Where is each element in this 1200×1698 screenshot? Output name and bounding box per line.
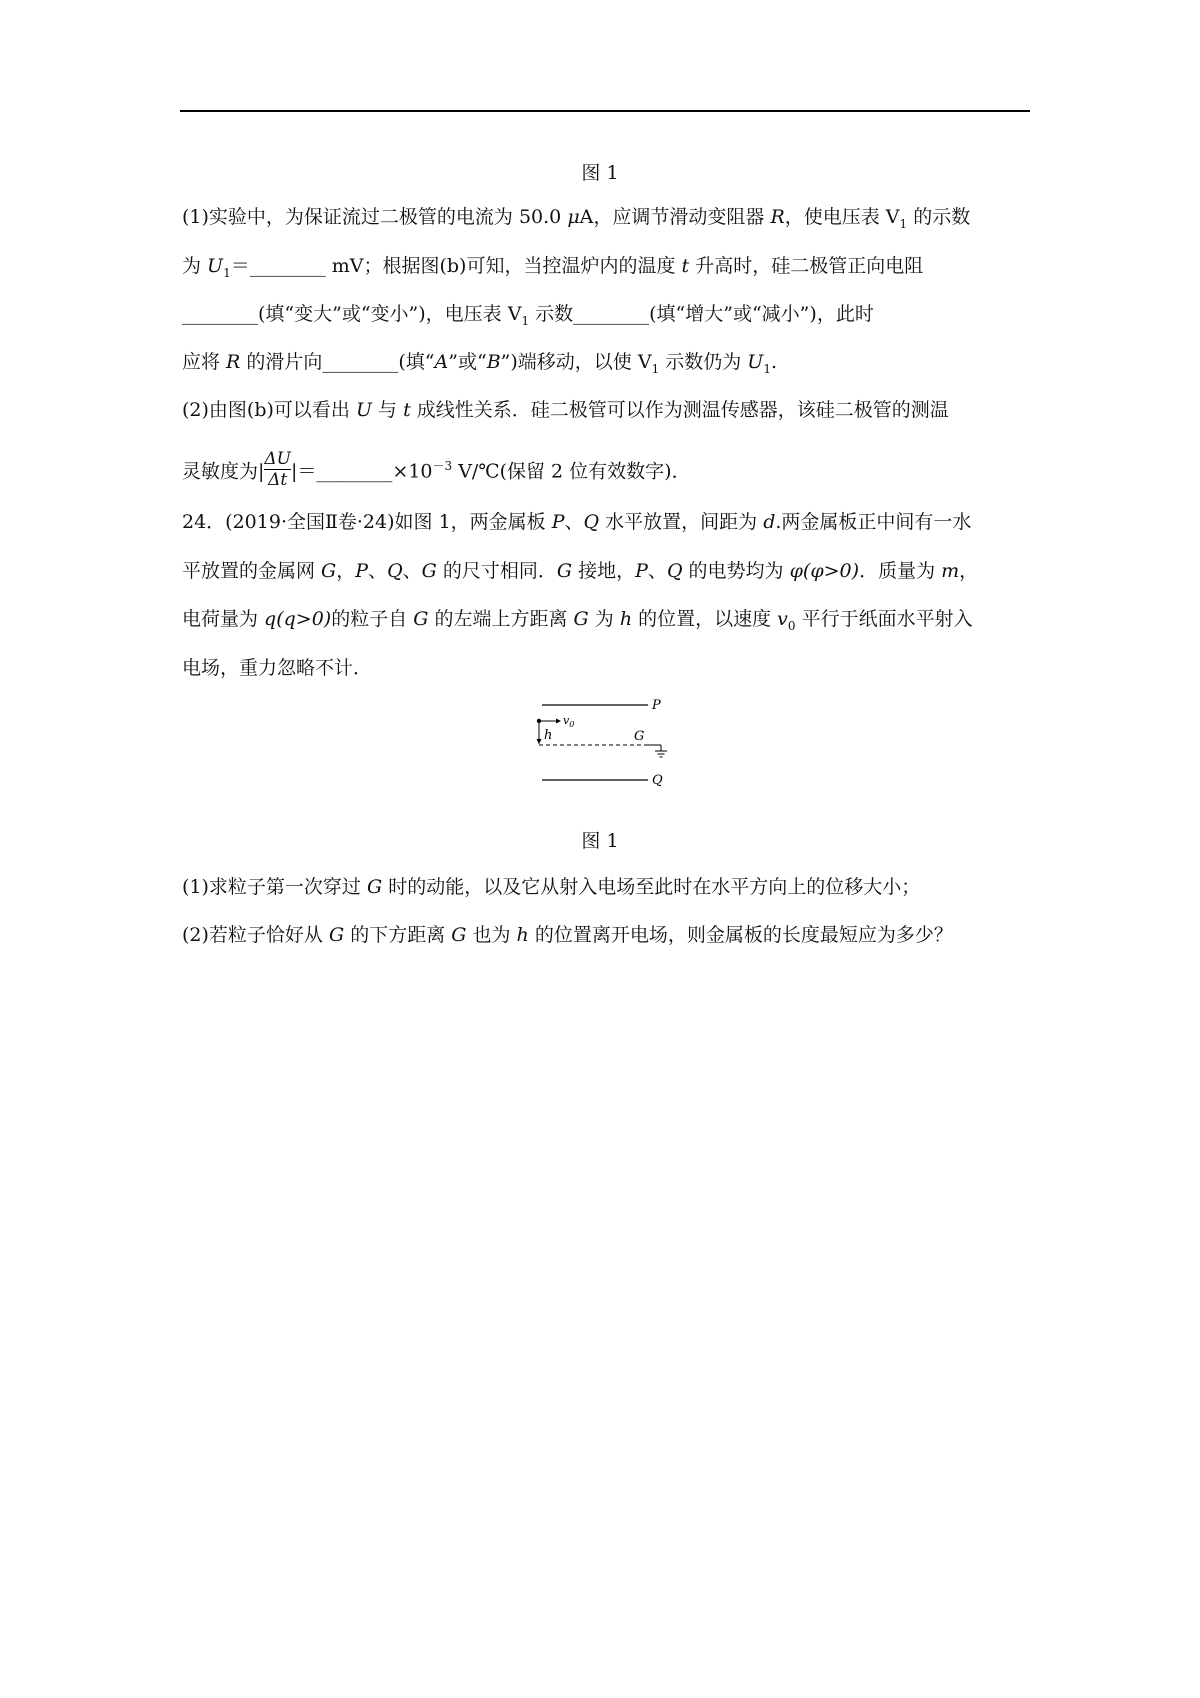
p24-line-2: 平放置的金属网 G，P、Q、G 的尺寸相同．G 接地，P、Q 的电势均为 φ(φ>0)．质量为 m，	[182, 560, 979, 582]
velocity-arrowhead	[556, 719, 561, 724]
label-h: h	[544, 728, 553, 743]
label-v: $v_0$	[563, 714, 575, 729]
figure-caption-top: 图 1	[581, 162, 619, 184]
header-rule	[180, 110, 1030, 112]
p24-line-4: 电场，重力忽略不计．	[182, 657, 373, 679]
q1-line-4: 应将 R 的滑片向________(填“A”或“B”)端移动，以使 $V_1$ 示数仍为 $U_1$.	[182, 351, 777, 376]
q1-line-2: 为 $U_1=\_\_\_\_\_\_\_\_$ mV；根据图(b)可知，当控温炉内的温度 t 升高时，硅二极管正向电阻	[182, 255, 924, 280]
height-arrowhead	[537, 739, 542, 744]
plates-diagram	[530, 695, 690, 795]
label-q: Q	[652, 773, 663, 788]
label-g: G	[634, 729, 645, 744]
q2-line-1: (2)由图(b)可以看出 U 与 t 成线性关系．硅二极管可以作为测温传感器，该硅二极管的测温	[182, 399, 949, 421]
subquestion-1: (1)求粒子第一次穿过 G 时的动能，以及它从射入电场至此时在水平方向上的位移大小；	[182, 876, 921, 898]
q1-line-1: (1)实验中，为保证流过二极管的电流为 50.0 μA，应调节滑动变阻器 R，使电压表 $V_1$ 的示数	[182, 206, 971, 231]
p24-line-1: 24．(2019·全国Ⅱ卷·24)如图 1，两金属板 P、Q 水平放置，间距为 d.两金属板正中间有一水	[182, 511, 972, 533]
sensitivity-fraction: $\frac{\Delta U}{\Delta t}$	[264, 449, 292, 490]
label-p: P	[652, 698, 661, 713]
subquestion-2: (2)若粒子恰好从 G 的下方距离 G 也为 h 的位置离开电场，则金属板的长度最短应为多少？	[182, 924, 953, 946]
q2-line-2: 灵敏度为| $\frac{\Delta U}{\Delta t}$ $|=\_\_\_\_\_\_\_\_\times 10^{-3}$ V/℃(保留 2 位有效数字)．	[182, 449, 691, 490]
p24-line-3: 电荷量为 q(q>0)的粒子自 G 的左端上方距离 G 为 h 的位置，以速度 $v_0$ 平行于纸面水平射入	[182, 608, 973, 633]
particle-dot	[537, 719, 541, 723]
q1-line-3: ________(填“变大”或“变小”)，电压表 $V_1$ 示数________(填“增大”或“减小”)，此时	[182, 303, 874, 328]
figure-caption-bottom: 图 1	[581, 830, 619, 852]
